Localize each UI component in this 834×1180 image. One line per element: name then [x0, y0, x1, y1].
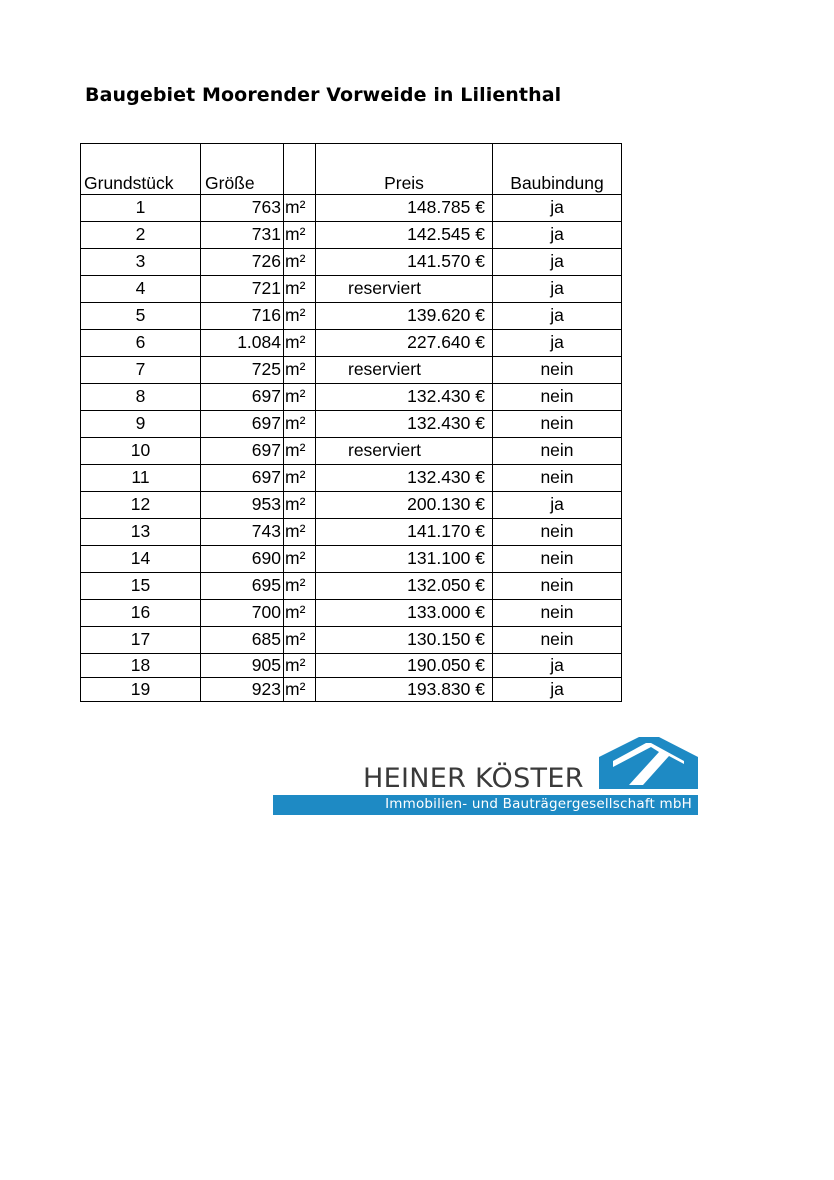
binding-cell: nein: [493, 519, 622, 546]
unit-cell: m²: [284, 519, 316, 546]
table-row: [81, 195, 622, 222]
unit-cell: m²: [284, 546, 316, 573]
house-roof-icon: [599, 737, 698, 789]
header-binding: Baubindung: [493, 144, 622, 195]
lot-cell: 14: [81, 546, 201, 573]
table-row: [81, 276, 622, 303]
unit-cell: m²: [284, 573, 316, 600]
size-cell: 726: [201, 249, 284, 276]
table-row: [81, 654, 622, 678]
binding-cell: ja: [493, 276, 622, 303]
table-row: [81, 303, 622, 330]
unit-cell: m²: [284, 249, 316, 276]
lot-cell: 7: [81, 357, 201, 384]
size-cell: 1.084: [201, 330, 284, 357]
price-cell: 132.430 €: [316, 411, 493, 438]
binding-cell: nein: [493, 546, 622, 573]
company-subtitle-bar: [273, 795, 698, 815]
unit-cell: m²: [284, 678, 316, 702]
size-cell: 697: [201, 384, 284, 411]
company-name: HEINER KÖSTER: [363, 763, 584, 794]
lot-cell: 10: [81, 438, 201, 465]
size-cell: 953: [201, 492, 284, 519]
lot-cell: 11: [81, 465, 201, 492]
unit-cell: m²: [284, 330, 316, 357]
price-cell: 139.620 €: [316, 303, 493, 330]
price-cell: 227.640 €: [316, 330, 493, 357]
price-cell: 131.100 €: [316, 546, 493, 573]
unit-cell: m²: [284, 492, 316, 519]
lot-cell: 8: [81, 384, 201, 411]
page-title: Baugebiet Moorender Vorweide in Lilienthal: [85, 84, 562, 106]
price-cell: 193.830 €: [316, 678, 493, 702]
table-row: [81, 519, 622, 546]
unit-cell: m²: [284, 195, 316, 222]
unit-cell: m²: [284, 411, 316, 438]
binding-cell: nein: [493, 627, 622, 654]
lot-cell: 15: [81, 573, 201, 600]
price-cell: 190.050 €: [316, 654, 493, 678]
size-cell: 697: [201, 465, 284, 492]
lot-cell: 9: [81, 411, 201, 438]
table-row: [81, 465, 622, 492]
price-cell: 200.130 €: [316, 492, 493, 519]
unit-cell: m²: [284, 600, 316, 627]
size-cell: 743: [201, 519, 284, 546]
binding-cell: ja: [493, 195, 622, 222]
price-cell: 148.785 €: [316, 195, 493, 222]
company-logo: [273, 737, 698, 815]
lot-cell: 16: [81, 600, 201, 627]
size-cell: 731: [201, 222, 284, 249]
unit-cell: m²: [284, 627, 316, 654]
unit-cell: m²: [284, 357, 316, 384]
binding-cell: nein: [493, 438, 622, 465]
unit-cell: m²: [284, 465, 316, 492]
size-cell: 716: [201, 303, 284, 330]
price-cell: reserviert: [316, 438, 493, 465]
table-row: [81, 222, 622, 249]
table-row: [81, 600, 622, 627]
unit-cell: m²: [284, 303, 316, 330]
table-row: [81, 546, 622, 573]
header-price: Preis: [316, 144, 493, 195]
price-cell: 132.430 €: [316, 465, 493, 492]
binding-cell: ja: [493, 330, 622, 357]
binding-cell: ja: [493, 654, 622, 678]
size-cell: 697: [201, 438, 284, 465]
size-cell: 690: [201, 546, 284, 573]
binding-cell: nein: [493, 411, 622, 438]
unit-cell: m²: [284, 438, 316, 465]
unit-cell: m²: [284, 384, 316, 411]
lot-cell: 3: [81, 249, 201, 276]
lot-cell: 4: [81, 276, 201, 303]
lots-table-body: [81, 195, 622, 702]
binding-cell: nein: [493, 465, 622, 492]
lot-cell: 18: [81, 654, 201, 678]
lot-cell: 12: [81, 492, 201, 519]
size-cell: 721: [201, 276, 284, 303]
binding-cell: nein: [493, 600, 622, 627]
lot-cell: 19: [81, 678, 201, 702]
binding-cell: ja: [493, 303, 622, 330]
binding-cell: nein: [493, 357, 622, 384]
lot-cell: 1: [81, 195, 201, 222]
table-row: [81, 384, 622, 411]
size-cell: 697: [201, 411, 284, 438]
lots-table: [80, 143, 622, 702]
price-cell: 133.000 €: [316, 600, 493, 627]
header-unit: [284, 144, 316, 195]
price-cell: 132.430 €: [316, 384, 493, 411]
table-row: [81, 438, 622, 465]
table-row: [81, 249, 622, 276]
unit-cell: m²: [284, 276, 316, 303]
price-cell: reserviert: [316, 357, 493, 384]
lot-cell: 2: [81, 222, 201, 249]
size-cell: 725: [201, 357, 284, 384]
price-cell: reserviert: [316, 276, 493, 303]
unit-cell: m²: [284, 654, 316, 678]
price-cell: 132.050 €: [316, 573, 493, 600]
binding-cell: ja: [493, 249, 622, 276]
size-cell: 923: [201, 678, 284, 702]
price-cell: 142.545 €: [316, 222, 493, 249]
lot-cell: 5: [81, 303, 201, 330]
company-subtitle: Immobilien- und Bauträgergesellschaft mbH: [385, 796, 692, 812]
table-row: [81, 627, 622, 654]
table-row: [81, 411, 622, 438]
price-cell: 141.170 €: [316, 519, 493, 546]
table-row: [81, 492, 622, 519]
price-cell: 130.150 €: [316, 627, 493, 654]
binding-cell: ja: [493, 222, 622, 249]
size-cell: 695: [201, 573, 284, 600]
lot-cell: 17: [81, 627, 201, 654]
binding-cell: nein: [493, 384, 622, 411]
size-cell: 685: [201, 627, 284, 654]
header-size: Größe: [201, 144, 284, 195]
size-cell: 905: [201, 654, 284, 678]
price-cell: 141.570 €: [316, 249, 493, 276]
binding-cell: ja: [493, 678, 622, 702]
size-cell: 700: [201, 600, 284, 627]
binding-cell: ja: [493, 492, 622, 519]
lot-cell: 6: [81, 330, 201, 357]
unit-cell: m²: [284, 222, 316, 249]
binding-cell: nein: [493, 573, 622, 600]
header-lot: Grundstück: [81, 144, 201, 195]
lot-cell: 13: [81, 519, 201, 546]
table-header-row: [81, 144, 622, 195]
size-cell: 763: [201, 195, 284, 222]
table-row: [81, 330, 622, 357]
table-row: [81, 573, 622, 600]
table-row: [81, 357, 622, 384]
table-row: [81, 678, 622, 702]
